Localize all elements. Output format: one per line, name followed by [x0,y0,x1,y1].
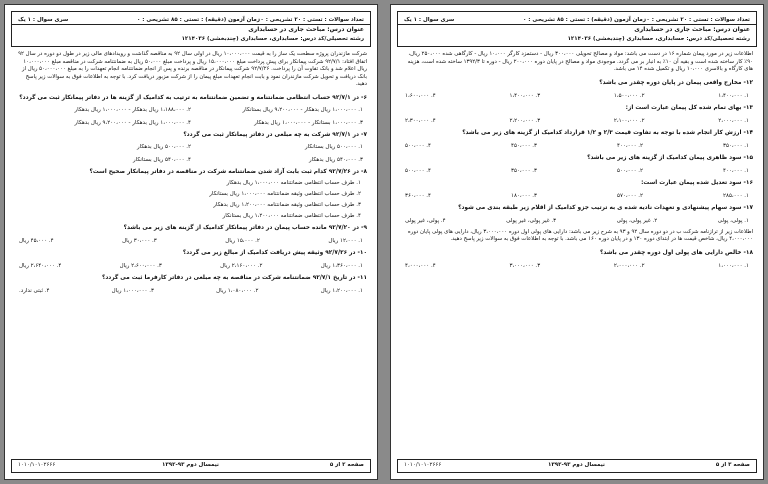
page-body [15,51,367,296]
answer-option: ۱. ۲۸۵،۰۰۰ [723,192,749,199]
answer-option: ۴. ۴۵،۰۰۰ ریال [19,237,54,244]
question-text: ۱۳- بهای تمام شده کل پیمان عبارت است از: [625,104,753,111]
answer-option: ۲. ۵۷۰،۰۰۰ [617,192,643,199]
header-divider [398,24,756,25]
answer-options [19,263,363,269]
answer-options [405,168,749,174]
answer-option: ۲. ۲،۱۶۰،۰۰۰ ریال [220,262,263,269]
question-text: ۱۶- سود تعدیل شده پیمان عبارت است: [641,179,753,186]
answer-option: ۳. ۲،۲۰۰،۰۰۰ [509,117,541,124]
answer-option: ۱. طرف حساب انتظامی ضمانتنامه ۱،۰۰۰،۰۰۰ ریال بدهکار [226,179,361,186]
answer-options [405,143,749,149]
answer-option: ۲. ۱،۱۸۸،۰۰۰ ریال بدهکار - ۱،۰۰۰،۰۰۰ ریال بدهکار [74,106,191,113]
page-footer [397,459,757,473]
answer-option: ۴. ۲،۶۴۰،۰۰۰ ریال [19,262,62,269]
exam-code: ۱۰۱۰/۱۰۱۰۲۶۶۶ [18,462,56,468]
answer-option: ۳. ۳،۰۰۰،۰۰۰ [509,262,541,269]
answer-option: ۳. ۴۵۰،۰۰۰ [511,142,537,149]
answer-option: ۳. ۱،۰۰۰،۰۰۰ ریال [111,287,154,294]
question-text: ۷- در ۹۲/۷/۱ شرکت به چه مبلغی در دفاتر پیمانکار ثبت می گردد؟ [183,131,367,138]
intro-paragraph: شرکت مازندران پروژه سطحت یک ساز را به قیمت ۱۰،۰۰۰،۰۰۰ ریال در اولی سال ۹۲ به مناقصه گذاشت و رویدادهای مالی زیر در طول دو دوره در سال ۹۲ اتفاق افتاد: ۹۲/۷/۱ شرکت پیمانکار برای پیش پرداخت مبلغ ۱۵،۰۰۰،۰۰۰ ریال و پرداخت مبلغ ۵۰،۰۰۰ ریال به ضمانتنامه شرکت در مناقصه مبلغ ۱۰،۰۰۰،۰۰۰ ریال اعلام شد و بانک تفاوت آن را پرداخت. ۹۲/۷/۲۶ شرکت پیمانکار در مناقصه برنده و پس از انجام ضمانتنامه انجام تعهدات را به مبلغ ۵۰،۰۰۰،۰۰۰ ریال از بانک دریافت و تحویل شرکت مازندران نمود و بابت انجام تعهدات مبلغ پیمان را از شرکت مزبور دریافت کرد. با توجه به اطلاعات فوق به سوالات زیر پاسخ دهید. [18,51,367,87]
answer-options [19,288,363,294]
question-text: ۹- در ۹۲/۷/۲۰ مانده حساب پیمان در دفاتر پیمانکار کدامیک از گزینه های زیر می باشد؟ [123,224,367,231]
answer-option: ۳. ۱،۰۰۰،۰۰۰ بستانکار - ۱،۰۰۰،۰۰۰ ریال بدهکار [254,119,363,126]
answer-option: ۲. طرف حساب انتظامی وثیقه ضمانتنامه ۱،۰۰۰،۰۰۰ ریال بستانکار [209,190,361,197]
intro-paragraph-2: اطلاعات زیر از ترازنامه شرکت ب در دو دوره سال ۹۲ و ۹۳ به شرح زیر می باشد: دارایی های پولی اول دوره ۳،۰۰۰،۰۰۰ ریال، دارایی های پولی پایان دوره ۴،۰۰۰،۰۰۰ ریال، شاخص قیمت ها در ابتدای دوره ۱۳۰ و در پایان دوره ۱۶۰ می باشد. با توجه به اطلاعات فوق به سوالات زیر پاسخ دهید. [407,228,753,242]
question-list [401,80,753,224]
answer-options [405,263,749,269]
series-label: سری سوال : ۱ یک [18,17,69,23]
answer-option: ۳. ۳۰،۰۰۰ ریال [122,237,157,244]
answer-options [15,180,367,219]
question-text: ۱۷- سود سهام پیشنهادی و تعهدات نادیه شده ی به ترتیب جزو کدامیک از اقلام زیر طبقه بندی می شود؟ [458,204,753,211]
field-code: رشته تحصیلی/کد درس: حسابداری، حسابداری (چندبخشی) ۱۲۱۴۰۳۶ [567,36,750,42]
answer-option: ۳. ۱۸۰،۰۰۰ [511,192,537,199]
answer-option: ۴. طرف حساب انتظامی ضمانتنامه ۱،۲۰۰،۰۰۰ ریال بستانکار [222,212,361,219]
answer-option: ۳. ۲،۶۰۰،۰۰۰ ریال [119,262,162,269]
answer-option: ۳. ۳۵۰،۰۰۰ [511,167,537,174]
page-header [11,11,371,47]
page-footer [11,459,371,473]
answer-option: ۱. ۳۵۰،۰۰۰ [723,142,749,149]
question-list [15,95,367,294]
term-label: نیمسال دوم ۹۳-۱۳۹۲ [548,462,605,468]
question-text: ۶- در ۹۲/۷/۱ حساب انتظامی ضمانتنامه و تضمین ضمانتنامه به ترتیب به کدامیک از گزینه ها در دفاتر پیمانکار ثبت می گردد؟ [19,94,367,101]
answer-option: ۲. ۵۰۰،۰۰۰ [617,167,643,174]
answer-option: ۴. ۱،۰۰۰،۰۰۰ ریال بدهکار - ۹،۲۰۰،۰۰۰ ریال بدهکار [74,119,191,126]
question-text: ۱۱- در تاریخ ۹۲/۷/۱ ضمانتنامه شرکت در مناقصه به چه مبلغی در دفاتر کارفرما ثبت می گردد؟ [101,274,367,281]
answer-options [405,118,749,124]
answer-option: ۲. ۱،۰۸۰،۰۰۰ ریال [216,287,259,294]
series-label: سری سوال : ۱ یک [404,17,455,23]
question-text: ۱۴- ارزش کار انجام شده با توجه به تفاوت قیمت ۲/۳ و ۱/۲ قرارداد کدامیک از گزینه های زیر می باشد؟ [462,129,753,136]
answer-option: ۱. ۱،۲۰۰،۰۰۰ ریال [320,287,363,294]
answer-option: ۲. ۴۰۰،۰۰۰ [617,142,643,149]
answer-option: ۳. غیر پولی، غیر پولی [506,217,557,224]
answer-options [19,144,363,163]
course-title: عنوان درس: مباحث جاری در حسابداری [248,26,364,33]
answer-option: ۱. ۱،۰۰۰،۰۰۰ ریال بدهکار - ۹،۲۰۰،۰۰۰ ریال بستانکار [242,106,363,113]
question-text: ۸- در ۹۲/۷/۲۶ کدام ثبت بابت آزاد شدن ضمانتنامه شرکت در مناقصه در دفاتر پیمانکار صحیح است؟ [89,168,367,175]
course-title: عنوان درس: مباحث جاری در حسابداری [634,26,750,33]
answer-option: ۲. غیر پولی، پولی [616,217,658,224]
answer-option: ۴. ثبتی ندارد. [19,287,50,294]
answer-option: ۴. ۴،۰۰۰،۰۰۰ [405,262,436,269]
answer-option: ۲. ۲،۰۰۰،۰۰۰ [613,262,645,269]
answer-option: ۴. ۵۴۰،۰۰۰ ریال بستانکار [133,156,191,163]
exam-page-left [4,4,378,480]
answer-option: ۲. ۲،۱۰۰،۰۰۰ [613,117,645,124]
answer-option: ۳. ۱،۴۰۰،۰۰۰ [509,92,541,99]
question-text: ۱۲- مخارج واقعی پیمان در پایان دوره چقدر می باشد؟ [599,79,753,86]
question-count: تعداد سوالات : تستی : ۲۰ تشریحی : ۰ [260,17,364,23]
answer-option: ۱. ۱،۰۰۰،۰۰۰ [718,262,749,269]
exam-code: ۱۰۱۰/۱۰۱۰۲۶۶۶ [404,462,442,468]
answer-option: ۱. ۱۲،۰۰۰ ریال [328,237,363,244]
answer-option: ۱. ۱،۴۰۰،۰۰۰ [718,92,749,99]
answer-option: ۱. ۲،۰۰۰،۰۰۰ [718,117,749,124]
page-number: صفحه ۲ از ۵ [329,462,364,468]
intro-paragraph: اطلاعات زیر در مورد پیمان شماره ۱۶ در دست می باشد: مواد و مصالح تحویلی ۳۰۰،۰۰۰ ریال - دستمزد کارگر ۱۰،۰۰۰ ریال - کارگاهی شده ۲۵۰،۰۰۰ ریال، ۹۰٪ کار ساخته شده است و بقیه آن ۱۰٪ به انبار بر می گردد. موجودی مواد و مصالح در پایان دوره ۲۰۰،۰۰۰ ریال - دوره تا ۱۳۹۲/۳ ساخته شده است، هزینه های کارگاه و بالاسری ۱۰،۰۰۰ ریال و تکمیل شده ۱۴ می باشد. [407,51,753,72]
question-text: ۱۵- سود ظاهری پیمان کدامیک از گزینه های زیر می باشد؟ [587,154,753,161]
exam-time: زمان آزمون (دقیقه) : تستی : ۸۵ تشریحی : ۰ [137,17,260,23]
answer-options [405,218,749,224]
answer-option: ۲. ۵۰۰،۰۰۰ ریال بدهکار [136,143,191,150]
question-list-2 [401,250,753,269]
answer-option: ۴. ۵۰۰،۰۰۰ [405,167,431,174]
exam-time: زمان آزمون (دقیقه) : تستی : ۸۵ تشریحی : ۰ [523,17,646,23]
answer-option: ۳. ۵۴۰،۰۰۰ ریال بدهکار [308,156,363,163]
answer-option: ۱. ۱،۳۶۰،۰۰۰ ریال [320,262,363,269]
answer-option: ۴. ۲،۳۰۰،۰۰۰ [405,117,436,124]
header-divider [12,24,370,25]
field-code: رشته تحصیلی/کد درس: حسابداری، حسابداری (چندبخشی) ۱۲۱۴۰۳۶ [181,36,364,42]
answer-option: ۲. ۱،۵۰۰،۰۰۰ [613,92,645,99]
answer-option: ۱. ۴۰۰،۰۰۰ [723,167,749,174]
answer-option: ۴. ۵۰۰،۰۰۰ [405,142,431,149]
answer-options [405,193,749,199]
answer-options [19,107,363,126]
answer-options [19,238,363,244]
exam-page-right [390,4,764,480]
answer-option: ۱. ۵۰۰،۰۰۰ ریال بستانکار [305,143,363,150]
answer-options [405,93,749,99]
answer-option: ۳. طرف حساب انتظامی وثیقه ضمانتنامه ۱،۲۰۰،۰۰۰ ریال بدهکار [213,201,361,208]
answer-option: ۴. پولی، غیر پولی [405,217,446,224]
answer-option: ۲. ۱۵،۰۰۰ ریال [225,237,260,244]
answer-option: ۴. ۱،۶۰۰،۰۰۰ [405,92,436,99]
answer-option: ۱. پولی، پولی [717,217,749,224]
question-text: ۱۸- خالص دارایی های پولی اول دوره چقدر می باشد؟ [600,249,753,256]
page-number: صفحه ۳ از ۵ [715,462,750,468]
question-text: ۱۰- در ۹۲/۷/۲۶ وثیقه پیش دریافت کدامیک از مبالغ زیر می گردد؟ [182,249,367,256]
question-count: تعداد سوالات : تستی : ۲۰ تشریحی : ۰ [646,17,750,23]
page-body [401,51,753,271]
term-label: نیمسال دوم ۹۳-۱۳۹۲ [162,462,219,468]
page-header [397,11,757,47]
answer-option: ۴. ۳۶۰،۰۰۰ [405,192,431,199]
